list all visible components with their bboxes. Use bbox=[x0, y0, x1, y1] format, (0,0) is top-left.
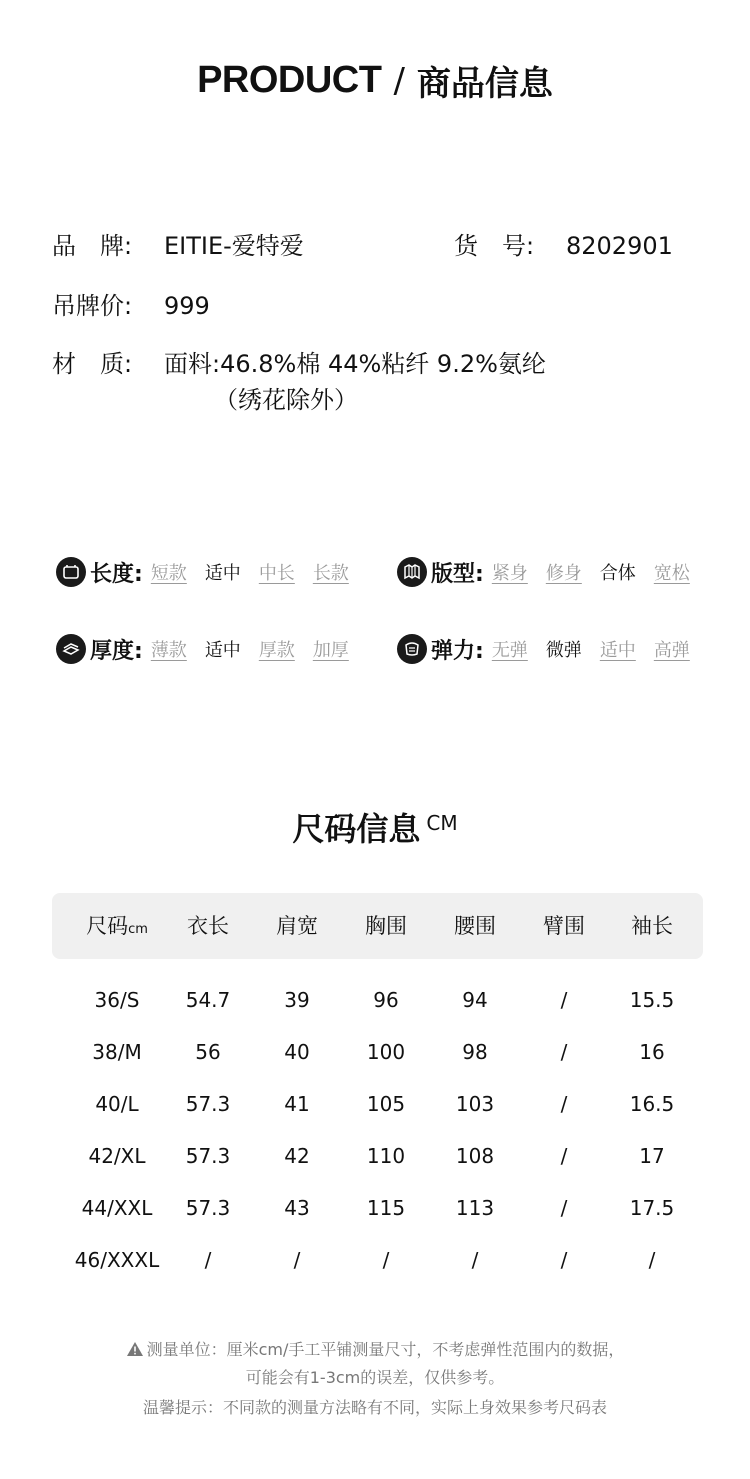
table-cell: / bbox=[204, 1248, 212, 1272]
attribute-label: 长度: bbox=[90, 561, 143, 587]
table-cell: 105 bbox=[366, 1092, 406, 1116]
table-cell: 40 bbox=[284, 1040, 310, 1064]
attribute-option: 宽松 bbox=[653, 563, 690, 584]
header-cell: 袖长 bbox=[631, 914, 673, 938]
attribute-option: 长款 bbox=[312, 563, 349, 584]
attribute-option-selected: 适中 bbox=[204, 640, 241, 661]
note-text-1: 测量单位：厘米cm/手工平铺测量尺寸，不考虑弹性范围内的数据， bbox=[146, 1340, 625, 1359]
size-section-title bbox=[0, 804, 750, 850]
length-icon bbox=[56, 557, 86, 587]
brand-label: 品 牌: bbox=[52, 232, 133, 260]
sku-label: 货 号: bbox=[454, 232, 535, 260]
attribute-option: 加厚 bbox=[312, 640, 349, 661]
table-cell: / bbox=[560, 1144, 568, 1168]
warning-icon bbox=[126, 1341, 144, 1361]
note-line-1 bbox=[0, 1337, 750, 1361]
material-value: 面料:46.8%棉 44%粘纤 9.2%氨纶 bbox=[164, 350, 546, 378]
material-label: 材 质: bbox=[52, 350, 133, 378]
table-cell: 43 bbox=[284, 1196, 310, 1220]
page-title bbox=[0, 56, 750, 105]
attribute-option: 厚款 bbox=[258, 640, 295, 661]
thickness-icon bbox=[56, 634, 86, 664]
table-cell: / bbox=[560, 1248, 568, 1272]
table-cell: 57.3 bbox=[185, 1092, 231, 1116]
table-cell: 57.3 bbox=[185, 1196, 231, 1220]
attribute-elasticity bbox=[397, 632, 690, 666]
header-cell: 腰围 bbox=[454, 914, 496, 938]
table-cell: 40/L bbox=[95, 1092, 139, 1116]
title-separator: / bbox=[393, 60, 405, 101]
sku-value: 8202901 bbox=[566, 232, 673, 260]
table-cell: 41 bbox=[284, 1092, 310, 1116]
table-cell: 56 bbox=[195, 1040, 221, 1064]
price-label: 吊牌价: bbox=[52, 292, 133, 320]
price-value: 999 bbox=[164, 292, 210, 320]
table-cell: 100 bbox=[366, 1040, 406, 1064]
attribute-label: 版型: bbox=[431, 561, 484, 587]
table-cell: 98 bbox=[462, 1040, 488, 1064]
table-cell: 46/XXXL bbox=[74, 1248, 160, 1272]
header-cell: 胸围 bbox=[365, 914, 407, 938]
table-cell: 54.7 bbox=[185, 988, 231, 1012]
attribute-option-selected: 微弹 bbox=[545, 640, 582, 661]
table-cell: 44/XXL bbox=[81, 1196, 153, 1220]
table-cell: / bbox=[382, 1248, 390, 1272]
attribute-option-selected: 适中 bbox=[204, 563, 241, 584]
attribute-option: 中长 bbox=[258, 563, 295, 584]
table-cell: / bbox=[293, 1248, 301, 1272]
note-line-3: 温馨提示：不同款的测量方法略有不同，实际上身效果参考尺码表 bbox=[142, 1398, 607, 1417]
material-note: （绣花除外） bbox=[214, 386, 358, 414]
header-size-unit: cm bbox=[128, 922, 148, 937]
material-row bbox=[52, 344, 546, 379]
table-cell: 113 bbox=[455, 1196, 495, 1220]
table-cell: / bbox=[648, 1248, 656, 1272]
attribute-option: 无弹 bbox=[491, 640, 528, 661]
table-cell: 115 bbox=[366, 1196, 406, 1220]
attribute-option: 适中 bbox=[599, 640, 636, 661]
attribute-option: 高弹 bbox=[653, 640, 690, 661]
table-cell: / bbox=[560, 1040, 568, 1064]
table-cell: 108 bbox=[455, 1144, 495, 1168]
attribute-label: 厚度: bbox=[90, 638, 143, 664]
attribute-fit bbox=[397, 555, 690, 589]
table-cell: 15.5 bbox=[629, 988, 675, 1012]
table-cell: 110 bbox=[366, 1144, 406, 1168]
attribute-option: 紧身 bbox=[491, 563, 528, 584]
table-cell: 103 bbox=[455, 1092, 495, 1116]
header-cell: 衣长 bbox=[187, 914, 229, 938]
table-cell: 42 bbox=[284, 1144, 310, 1168]
table-cell: 17 bbox=[639, 1144, 665, 1168]
table-cell: 38/M bbox=[92, 1040, 142, 1064]
attribute-length bbox=[56, 555, 349, 589]
table-cell: 36/S bbox=[94, 988, 140, 1012]
title-english: PRODUCT bbox=[197, 59, 382, 101]
table-cell: / bbox=[471, 1248, 479, 1272]
table-cell: / bbox=[560, 1196, 568, 1220]
attribute-option: 修身 bbox=[545, 563, 582, 584]
table-cell: / bbox=[560, 1092, 568, 1116]
table-cell: 57.3 bbox=[185, 1144, 231, 1168]
table-cell: 17.5 bbox=[629, 1196, 675, 1220]
fit-icon bbox=[397, 557, 427, 587]
size-title-text: 尺码信息 bbox=[292, 810, 421, 848]
title-chinese: 商品信息 bbox=[416, 64, 553, 104]
table-cell: 94 bbox=[462, 988, 488, 1012]
attribute-option: 短款 bbox=[150, 563, 187, 584]
header-cell: 肩宽 bbox=[276, 914, 318, 938]
attribute-thickness bbox=[56, 632, 349, 666]
table-cell: 39 bbox=[284, 988, 310, 1012]
size-title-unit: CM bbox=[426, 811, 458, 835]
brand-row bbox=[52, 226, 304, 261]
table-cell: 16.5 bbox=[629, 1092, 675, 1116]
attribute-option: 薄款 bbox=[150, 640, 187, 661]
header-size-label: 尺码 bbox=[86, 914, 129, 938]
table-cell: 16 bbox=[639, 1040, 665, 1064]
table-cell: / bbox=[560, 988, 568, 1012]
table-cell: 96 bbox=[373, 988, 399, 1012]
table-cell: 42/XL bbox=[88, 1144, 146, 1168]
attribute-label: 弹力: bbox=[431, 638, 484, 664]
brand-value: EITIE-爱特爱 bbox=[164, 232, 304, 260]
note-line-2: 可能会有1-3cm的误差，仅供参考。 bbox=[245, 1368, 505, 1387]
sku-row bbox=[454, 226, 673, 261]
elasticity-icon bbox=[397, 634, 427, 664]
header-cell: 臂围 bbox=[543, 914, 585, 938]
attribute-option-selected: 合体 bbox=[599, 563, 636, 584]
price-row bbox=[52, 286, 210, 321]
